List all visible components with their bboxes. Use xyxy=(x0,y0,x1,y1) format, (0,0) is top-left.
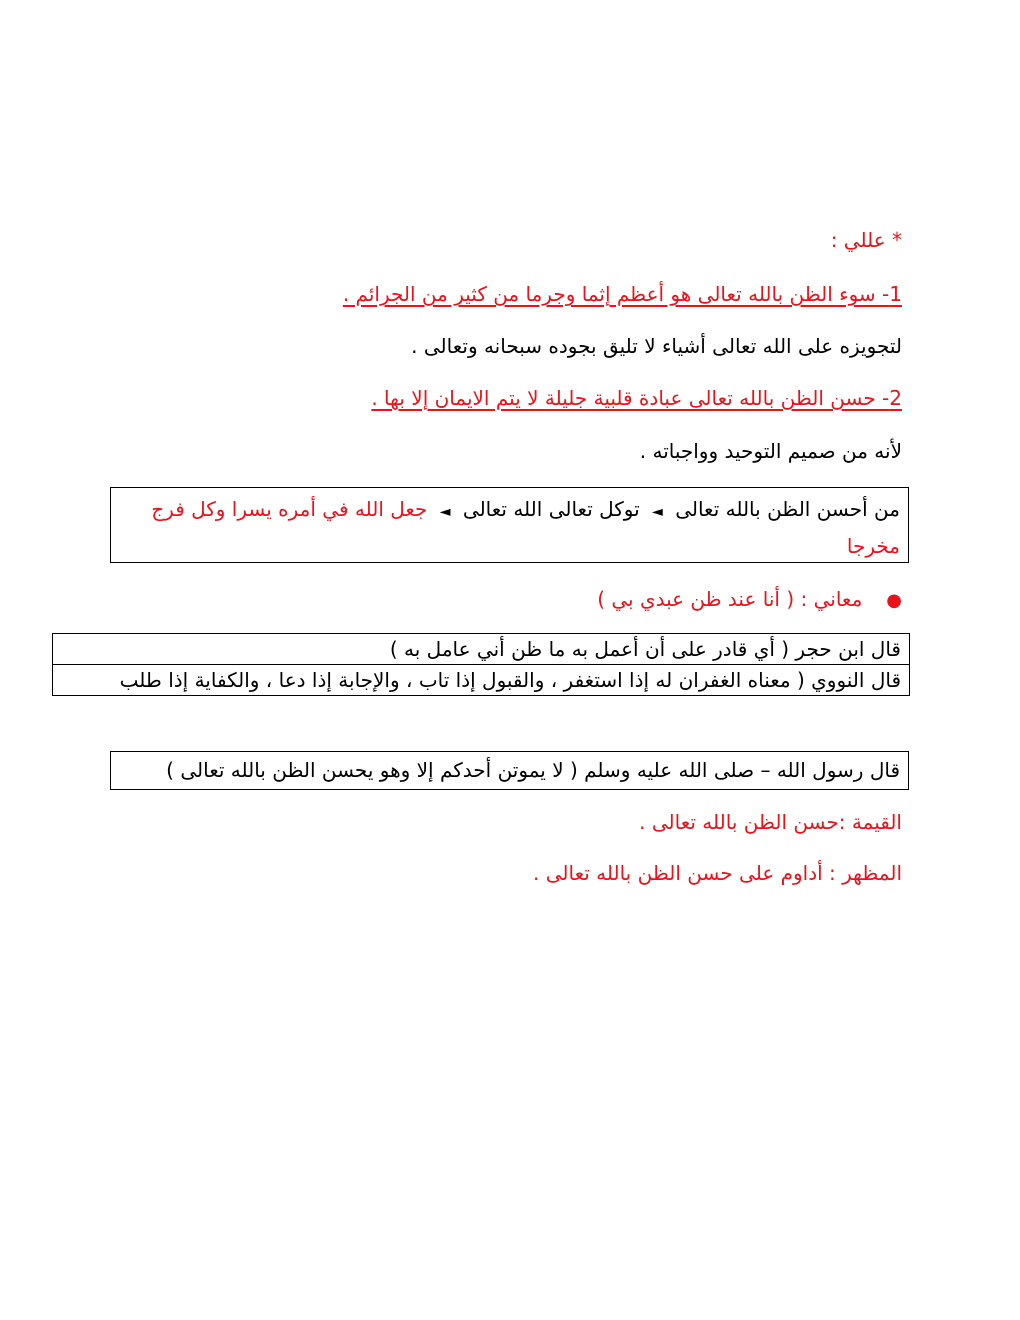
table-row xyxy=(53,665,910,696)
meanings-line xyxy=(597,585,902,615)
quotes-table xyxy=(52,633,910,696)
manifestation-line: المظهر : أداوم على حسن الظن بالله تعالى . xyxy=(533,861,902,885)
bullet-icon: ● xyxy=(886,590,902,611)
flow-step-2: توكل تعالى الله تعالى xyxy=(462,497,640,521)
left-arrow-icon: ◄ xyxy=(439,504,451,520)
reason-2-explanation: لأنه من صميم التوحيد وواجباته . xyxy=(639,439,902,463)
quote-ibn-hajar: قال ابن حجر ( أي قادر على أن أعمل به ما ظن أني عامل به ) xyxy=(53,634,910,665)
flow-box xyxy=(110,487,909,563)
reason-1-explanation: لتجويزه على الله تعالى أشياء لا تليق بجوده سبحانه وتعالى . xyxy=(411,334,902,358)
flow-step-3: جعل الله في أمره يسرا وكل فرج مخرجا xyxy=(151,497,900,558)
hadith-box xyxy=(110,751,909,790)
table-row xyxy=(53,634,910,665)
meanings-title: معاني : ( أنا عند ظن عبدي بي ) xyxy=(597,587,863,611)
value-line: القيمة :حسن الظن بالله تعالى . xyxy=(639,810,902,834)
reason-1-statement: 1- سوء الظن بالله تعالى هو أعظم إثما وجرما من كثير من الجرائم . xyxy=(342,282,902,306)
quote-nawawi: قال النووي ( معناه الغفران له إذا استغفر ، والقبول إذا تاب ، والإجابة إذا دعا ، والكفاية إذا طلب xyxy=(53,665,910,696)
hadith-text: قال رسول الله – صلى الله عليه وسلم ( لا يموتن أحدكم إلا وهو يحسن الظن بالله تعالى ) xyxy=(166,758,900,782)
flow-step-1: من أحسن الظن بالله تعالى xyxy=(675,497,900,521)
left-arrow-icon: ◄ xyxy=(652,504,663,520)
reason-2-statement: 2- حسن الظن بالله تعالى عبادة قلبية جليلة لا يتم الايمان إلا بها . xyxy=(371,386,902,410)
section-heading: * عللي : xyxy=(830,228,902,252)
